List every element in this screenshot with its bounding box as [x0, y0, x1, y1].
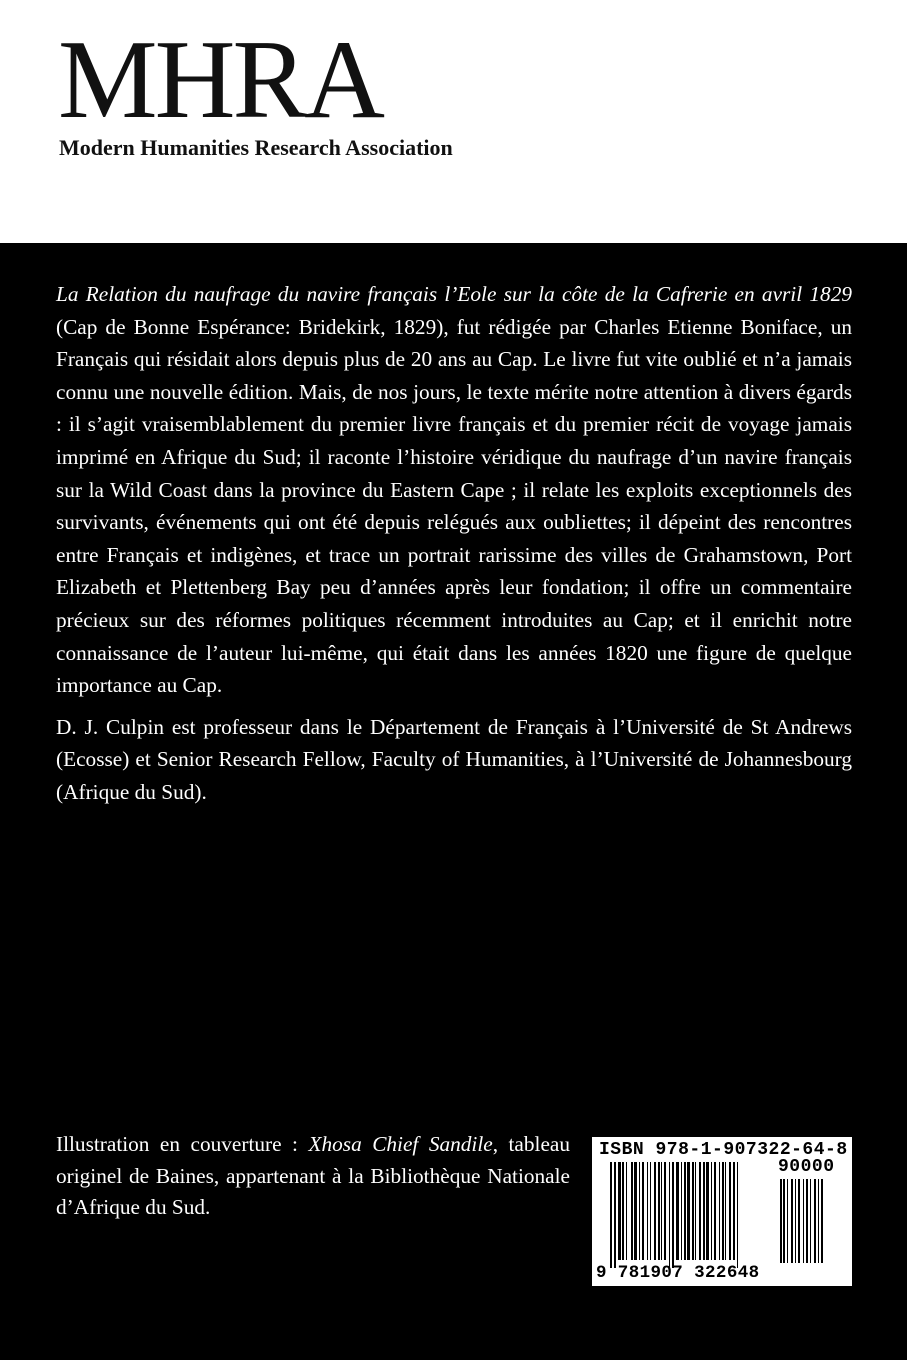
cover-illustration-credit: [56, 1129, 570, 1224]
barcode-bar: [733, 1162, 735, 1260]
barcode-bar: [699, 1162, 701, 1260]
credit-prefix: Illustration en couverture :: [56, 1132, 309, 1156]
barcode-bar: [622, 1162, 624, 1260]
barcode-bar: [618, 1162, 621, 1260]
description-paragraph: [56, 278, 852, 702]
isbn-label: ISBN 978-1-907322-64-8: [599, 1140, 848, 1160]
barcode-bar: [783, 1179, 785, 1263]
barcode-bar: [722, 1162, 724, 1260]
barcode-bar: [614, 1162, 616, 1268]
barcode-bar: [654, 1162, 656, 1260]
barcode-bar: [631, 1162, 633, 1260]
barcode-bar: [798, 1179, 800, 1263]
barcode-bar: [664, 1162, 666, 1260]
barcode-bar: [725, 1162, 726, 1260]
barcode-bar: [695, 1162, 696, 1260]
book-title: La Relation du naufrage du navire français l’Eole sur la côte de la Cafrerie en avril 1829: [56, 282, 852, 306]
barcode-bar: [719, 1162, 720, 1260]
barcode-bar: [806, 1179, 808, 1263]
barcode-bar: [818, 1179, 819, 1263]
barcode-bar: [687, 1162, 690, 1260]
barcode-bar: [791, 1179, 793, 1263]
barcode-bar: [626, 1162, 627, 1260]
barcode-bar: [672, 1162, 674, 1268]
publisher-name: Modern Humanities Research Association: [59, 135, 453, 160]
author-bio: D. J. Culpin est professeur dans le Département de Français à l’Université de St Andrews (Ecosse) et Senior Research Fellow, Faculty of Humanities, à l’Université de Johannesbourg (Afrique du Sud).: [56, 714, 852, 804]
barcode-bar: [661, 1162, 662, 1260]
addon-code: 90000: [778, 1157, 835, 1177]
barcode-bar: [787, 1179, 788, 1263]
barcode-bar: [692, 1162, 694, 1260]
barcode-bar: [681, 1162, 682, 1260]
publisher-header: [0, 0, 907, 243]
barcode-bar: [647, 1162, 648, 1260]
publisher-logo: MHRA: [58, 18, 383, 142]
isbn-barcode: [592, 1137, 852, 1286]
ean-barcode-bars: [610, 1162, 770, 1268]
barcode-bar: [814, 1179, 816, 1263]
barcode-bar: [639, 1162, 640, 1260]
barcode-bar: [642, 1162, 644, 1260]
barcode-bar: [714, 1162, 716, 1260]
barcode-bar: [703, 1162, 705, 1260]
credit-suffix: , tableau originel de Baines, appartenant à la Bibliothèque Nationale d’Afrique du Sud.: [56, 1132, 570, 1219]
barcode-bar: [676, 1162, 679, 1260]
barcode-bar: [711, 1162, 712, 1260]
barcode-bar: [821, 1179, 823, 1263]
addon-barcode-bars: [780, 1179, 844, 1263]
barcode-bar: [737, 1162, 738, 1268]
barcode-bar: [634, 1162, 637, 1260]
ean-digits: 9 781907 322648: [596, 1263, 760, 1283]
barcode-bar: [729, 1162, 731, 1260]
barcode-bar: [650, 1162, 651, 1260]
illustration-title: Xhosa Chief Sandile: [308, 1132, 493, 1156]
barcode-bar: [706, 1162, 709, 1260]
barcode-bar: [803, 1179, 804, 1263]
barcode-bar: [669, 1162, 670, 1268]
barcode-bar: [610, 1162, 612, 1268]
barcode-bar: [810, 1179, 811, 1263]
book-description: [56, 278, 852, 809]
description-text: (Cap de Bonne Espérance: Bridekirk, 1829), fut rédigée par Charles Etienne Boniface, un Français qui résidait alors depuis plus de 20 ans au Cap. Le livre fut vite oublié et n’a jamais connu une nouvelle édition. Mais, de nos jours, le texte mérite notre attention à divers égards : il s’agit vraisemblablement du premier livre français et du premier récit de voyage jamais imprimé en Afrique du Sud; il raconte l’histoire véridique du naufrage d’un navire français sur la Wild Coast dans la province du Eastern Cape ; il relate les exploits exceptionnels des survivants, événements qui ont été depuis relégués aux oubliettes; il dépeint des rencontres entre Français et indigènes, et trace un portrait rarissime des villes de Grahamstown, Port Elizabeth et Plettenberg Bay peu d’années après leur fondation; il offre un commentaire précieux sur des réformes politiques récemment introduites au Cap; et il enrichit notre connaissance de l’auteur lui-même, qui était dans les années 1820 une figure de quelque importance au Cap.: [56, 314, 852, 698]
barcode-bar: [795, 1179, 796, 1263]
barcode-bar: [658, 1162, 660, 1260]
barcode-bar: [684, 1162, 686, 1260]
barcode-bar: [780, 1179, 782, 1263]
